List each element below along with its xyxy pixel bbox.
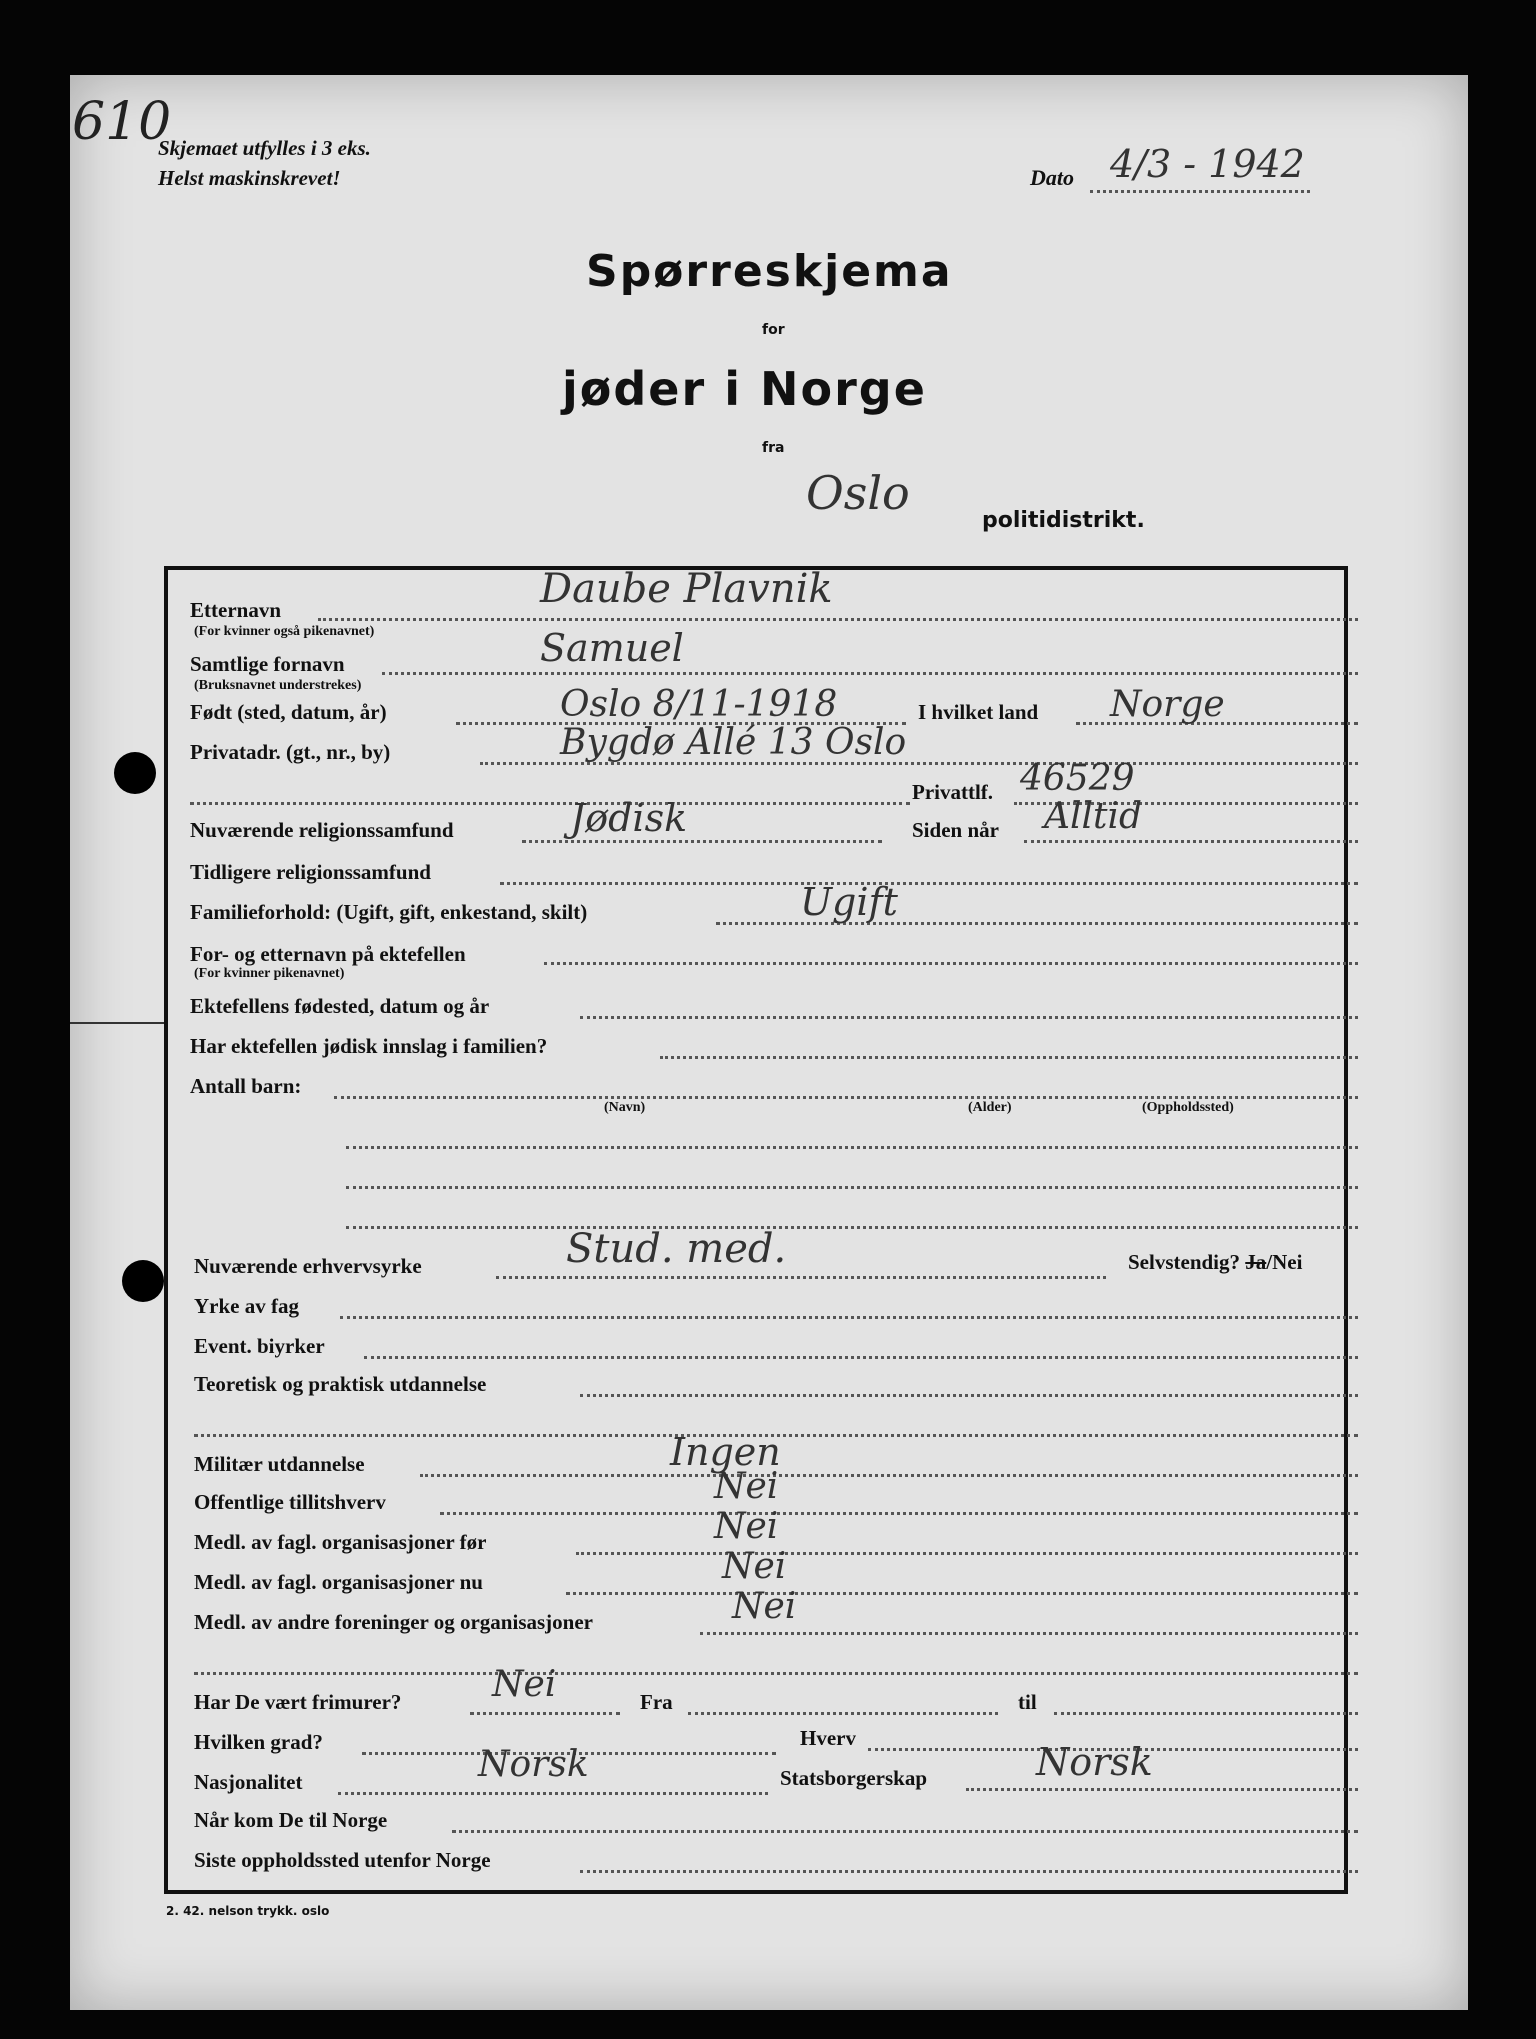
- yrke-label: Yrke av fag: [194, 1294, 299, 1318]
- adresse-label: Privatadr. (gt., nr., by): [190, 740, 391, 764]
- land-value[interactable]: Norge: [1110, 684, 1225, 725]
- foreninger-line-2: [194, 1672, 1358, 1675]
- title-fra: fra: [762, 440, 785, 456]
- hverv-label: Hverv: [800, 1726, 856, 1750]
- date-value[interactable]: 4/3 - 1942: [1110, 142, 1305, 186]
- nasjonalitet-label: Nasjonalitet: [194, 1770, 303, 1794]
- instruction-typed: Helst maskinskrevet!: [158, 166, 341, 190]
- statsborgerskap-label: Statsborgerskap: [780, 1766, 928, 1790]
- ektefelle-jodisk-line: [660, 1056, 1358, 1059]
- biyrker-label: Event. biyrker: [194, 1334, 325, 1358]
- form-title: Spørreskjema: [586, 246, 953, 297]
- tlf-label: Privattlf.: [912, 780, 994, 804]
- land-label: I hvilket land: [918, 700, 1039, 724]
- grad-label: Hvilken grad?: [194, 1730, 323, 1754]
- ektefelle-sub: (For kvinner pikenavnet): [194, 966, 345, 981]
- district-label: politidistrikt.: [982, 508, 1145, 533]
- title-for: for: [762, 322, 785, 338]
- kom-label: Når kom De til Norge: [194, 1808, 388, 1832]
- frimurer-label: Har De vært frimurer?: [194, 1690, 402, 1714]
- frimurer-line: [470, 1712, 620, 1715]
- siden-line: [1024, 840, 1358, 843]
- ektefelle-line: [544, 962, 1358, 965]
- siden-label: Siden når: [912, 818, 999, 842]
- fold-line: [70, 1022, 164, 1024]
- frimurer-til-line: [1054, 1712, 1358, 1715]
- page-number: 610: [72, 92, 172, 152]
- barn-col-alder: (Alder): [968, 1100, 1012, 1115]
- fornavn-label: Samtlige fornavn: [190, 652, 345, 676]
- org-for-line: [576, 1552, 1358, 1555]
- selvstendig-label: [1128, 1250, 1302, 1275]
- org-nu-value[interactable]: Nei: [722, 1546, 787, 1587]
- org-for-value[interactable]: Nei: [714, 1506, 779, 1547]
- opphold-label: Siste oppholdssted utenfor Norge: [194, 1848, 491, 1872]
- militar-value[interactable]: Ingen: [670, 1430, 781, 1474]
- utdannelse-line: [580, 1394, 1358, 1397]
- familie-label: Familieforhold: (Ugift, gift, enkestand, skilt): [190, 900, 588, 924]
- barn-col-opphold: (Oppholdssted): [1142, 1100, 1234, 1115]
- fornavn-value[interactable]: Samuel: [540, 626, 684, 670]
- punch-hole: [122, 1260, 164, 1302]
- printer-imprint: 2. 42. nelson trykk. oslo: [166, 1904, 330, 1918]
- ektefelle-jodisk-label: Har ektefellen jødisk innslag i familien?: [190, 1034, 548, 1058]
- selvstendig-sep: /: [1266, 1250, 1273, 1274]
- militar-line: [420, 1474, 1358, 1477]
- fornavn-sub: (Bruksnavnet understrekes): [194, 678, 362, 693]
- org-nu-label: Medl. av fagl. organisasjoner nu: [194, 1570, 483, 1594]
- selvstendig-nei[interactable]: Nei: [1272, 1250, 1303, 1274]
- etternavn-line: [318, 618, 1358, 621]
- date-label: Dato: [1030, 165, 1074, 190]
- barn-line: [334, 1096, 1358, 1099]
- statsborgerskap-line: [966, 1788, 1358, 1791]
- yrke-line: [340, 1316, 1358, 1319]
- date-line: [1090, 190, 1310, 193]
- foreninger-label: Medl. av andre foreninger og organisasjoner: [194, 1610, 593, 1634]
- etternavn-sub: (For kvinner også pikenavnet): [194, 624, 375, 639]
- familie-value[interactable]: Ugift: [800, 880, 898, 924]
- barn-row-line: [346, 1186, 1358, 1189]
- statsborgerskap-value[interactable]: Norsk: [1036, 1740, 1153, 1784]
- religion-label: Nuværende religionssamfund: [190, 818, 454, 842]
- selvstendig-text: Selvstendig?: [1128, 1250, 1241, 1274]
- frimurer-value[interactable]: Nei: [492, 1664, 557, 1705]
- utdannelse-label: Teoretisk og praktisk utdannelse: [194, 1372, 487, 1396]
- instruction-copies: Skjemaet utfylles i 3 eks.: [158, 136, 371, 160]
- religion-line: [522, 840, 882, 843]
- ektefelle-fodested-line: [580, 1016, 1358, 1019]
- barn-col-navn: (Navn): [604, 1100, 646, 1115]
- tidl-religion-label: Tidligere religionssamfund: [190, 860, 431, 884]
- tillitshverv-line: [440, 1512, 1358, 1515]
- erhverv-line: [496, 1276, 1106, 1279]
- fodt-label: Født (sted, datum, år): [190, 700, 387, 724]
- tidl-religion-line: [500, 882, 1358, 885]
- foreninger-line: [700, 1632, 1358, 1635]
- tillitshverv-label: Offentlige tillitshverv: [194, 1490, 386, 1514]
- punch-hole: [114, 752, 156, 794]
- religion-value[interactable]: Jødisk: [570, 796, 688, 840]
- frimurer-fra-line: [688, 1712, 998, 1715]
- kom-line: [452, 1830, 1358, 1833]
- barn-row-line: [346, 1146, 1358, 1149]
- org-for-label: Medl. av fagl. organisasjoner før: [194, 1530, 487, 1554]
- adresse-line-2: [190, 802, 910, 805]
- adresse-value[interactable]: Bygdø Allé 13 Oslo: [560, 722, 907, 763]
- barn-label: Antall barn:: [190, 1074, 302, 1098]
- form-subtitle: jøder i Norge: [562, 362, 927, 416]
- org-nu-line: [566, 1592, 1358, 1595]
- biyrker-line: [364, 1356, 1358, 1359]
- erhverv-value[interactable]: Stud. med.: [566, 1226, 787, 1272]
- opphold-line: [580, 1870, 1358, 1873]
- erhverv-label: Nuværende erhvervsyrke: [194, 1254, 422, 1278]
- barn-row-line: [346, 1226, 1358, 1229]
- fornavn-line: [382, 672, 1358, 675]
- district-value[interactable]: Oslo: [806, 466, 910, 520]
- fodt-value[interactable]: Oslo 8/11-1918: [560, 684, 838, 725]
- etternavn-value[interactable]: Daube Plavnik: [540, 566, 833, 612]
- ektefelle-fodested-label: Ektefellens fødested, datum og år: [190, 994, 490, 1018]
- ektefelle-label: For- og etternavn på ektefellen: [190, 942, 466, 966]
- tlf-value[interactable]: 46529: [1020, 758, 1135, 799]
- siden-value[interactable]: Alltid: [1044, 796, 1143, 837]
- frimurer-fra-label: Fra: [640, 1690, 673, 1714]
- tillitshverv-value[interactable]: Nei: [714, 1466, 779, 1507]
- militar-label: Militær utdannelse: [194, 1452, 365, 1476]
- frimurer-til-label: til: [1018, 1690, 1037, 1714]
- selvstendig-ja[interactable]: Ja: [1245, 1250, 1267, 1274]
- foreninger-value[interactable]: Nei: [732, 1586, 797, 1627]
- nasjonalitet-value[interactable]: Norsk: [478, 1744, 589, 1785]
- etternavn-label: Etternavn: [190, 598, 281, 622]
- nasjonalitet-line: [338, 1792, 768, 1795]
